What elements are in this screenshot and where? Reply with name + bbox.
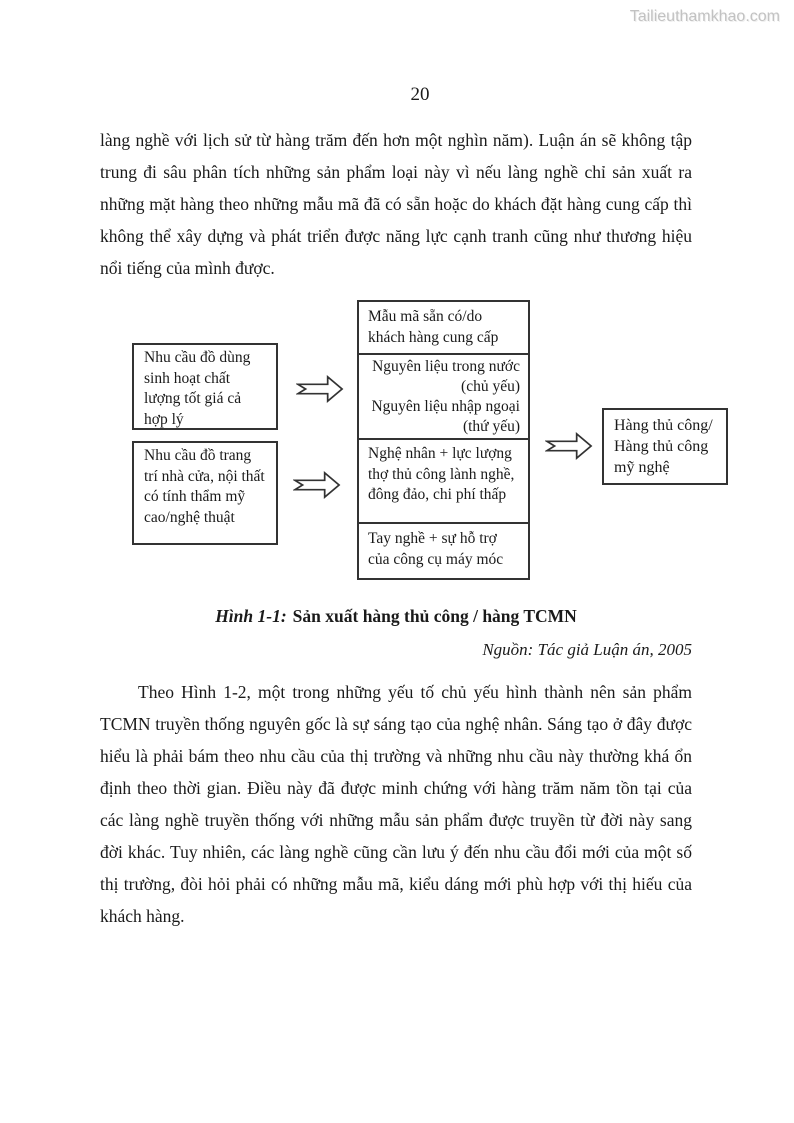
- figure-caption-title: Sản xuất hàng thủ công / hàng TCMN: [292, 606, 577, 626]
- diagram-cell-materials-line: Nguyên liệu nhập ngoại: [371, 398, 520, 415]
- diagram-cell-artisans: Nghệ nhân + lực lượng thợ thủ công lành nghề, đông đảo, chi phí thấp: [359, 440, 528, 524]
- diagram-cell-materials: [359, 355, 528, 440]
- diagram-box-decor-demand: Nhu cầu đồ trang trí nhà cửa, nội thất có tính thẩm mỹ cao/nghệ thuật: [132, 441, 278, 545]
- diagram-output-line: Hàng thủ công: [614, 438, 709, 455]
- diagram-cell-designs: Mẫu mã sẵn có/do khách hàng cung cấp: [359, 302, 528, 355]
- block-arrow-icon: [293, 470, 341, 500]
- diagram-box-production-factors: [357, 300, 530, 580]
- diagram-output-line: Hàng thủ công/: [614, 417, 713, 434]
- block-arrow-icon: [545, 431, 593, 461]
- diagram-box-output-products: [602, 408, 728, 485]
- watermark: Tailieuthamkhao.com: [629, 8, 780, 25]
- figure-caption: [100, 606, 692, 627]
- diagram-cell-skills: Tay nghề + sự hỗ trợ của công cụ máy móc: [368, 530, 504, 568]
- figure-source: Nguồn: Tác giả Luận án, 2005: [482, 640, 692, 659]
- diagram-cell-materials-line: Nguyên liệu trong nước: [372, 358, 520, 375]
- diagram-box-household-demand: Nhu cầu đồ dùng sinh hoạt chất lượng tốt giá cả hợp lý: [132, 343, 278, 430]
- paragraph-1: làng nghề với lịch sử từ hàng trăm đến hơn một nghìn năm). Luận án sẽ không tập trung đi sâu phân tích những sản phẩm loại này vì nếu làng nghề chỉ sản xuất ra những mặt hàng theo những mẫu mã đã có sẵn hoặc do khách đặt hàng cung cấp thì không thể xây dựng và phát triển được năng lực cạnh tranh cũng như thương hiệu nổi tiếng của mình được.: [100, 130, 692, 278]
- figure-caption-label: Hình 1-1:: [215, 606, 287, 626]
- paragraph-2: Theo Hình 1-2, một trong những yếu tố chủ yếu hình thành nên sản phẩm TCMN truyền thống nguyên gốc là sự sáng tạo của nghệ nhân. Sáng tạo ở đây được hiểu là phải bám theo nhu cầu của thị trường và những nhu cầu này thường khá ổn định theo thời gian. Điều này đã được minh chứng với hàng trăm năm tồn tại của các làng nghề truyền thống với những mẫu sản phẩm được truyền từ đời này sang đời khác. Tuy nhiên, các làng nghề cũng cần lưu ý đến nhu cầu đổi mới của một số thị trường, đòi hỏi phải có những mẫu mã, kiểu dáng mới phù hợp với thị hiếu của khách hàng.: [100, 682, 692, 926]
- diagram-cell-materials-line: (thứ yếu): [462, 418, 520, 435]
- diagram-output-line: mỹ nghệ: [614, 459, 670, 476]
- page-number: 20: [410, 84, 430, 105]
- diagram-cell-materials-line: (chủ yếu): [461, 378, 520, 395]
- block-arrow-icon: [296, 374, 344, 404]
